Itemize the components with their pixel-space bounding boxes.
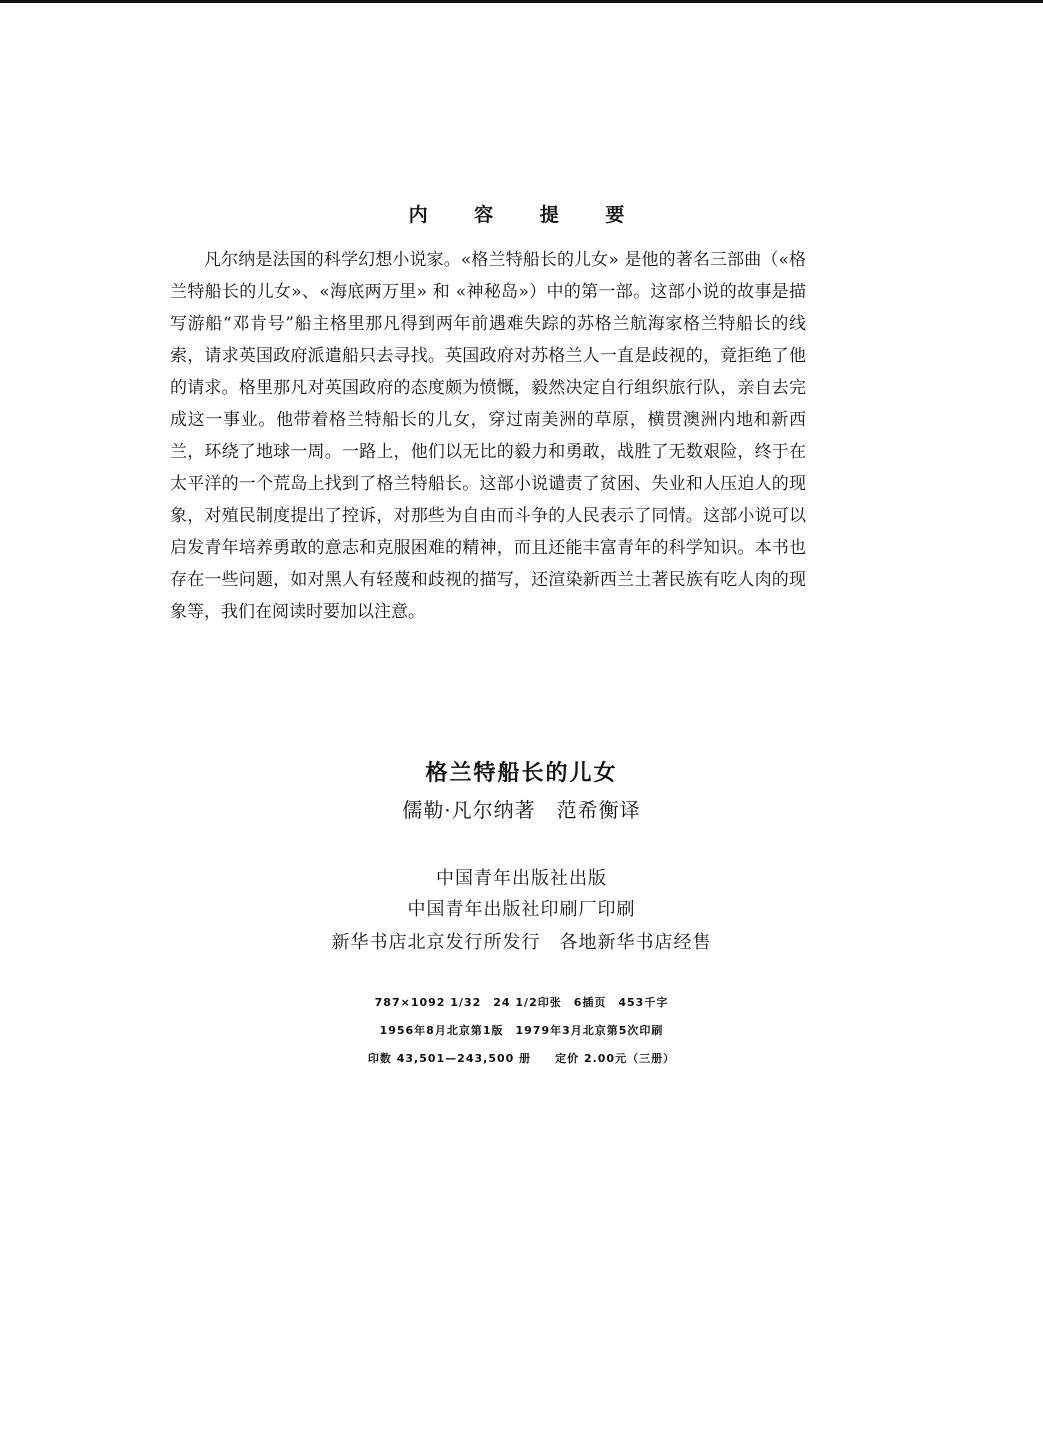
distributor-line: 新华书店北京发行所发行 各地新华书店经售 [331,932,712,953]
top-border-rule [0,0,1043,3]
summary-paragraph: 凡尔纳是法国的科学幻想小说家。«格兰特船长的儿女» 是他的著名三部曲（«格兰特船长的儿女»、«海底两万里» 和 «神秘岛»）中的第一部。这部小说的故事是描写游船“邓肯号”船主格里那凡得到两年前遇难失踪的苏格兰航海家格兰特船长的线索，请求英国政府派遣船只去寻找。英国政府对苏格兰人一直是歧视的，竟拒绝了他的请求。格里那凡对英国政府的态度颇为愤慨，毅然决定自行组织旅行队，亲自去完成这一事业。他带着格兰特船长的儿女，穿过南美洲的草原，横贯澳洲内地和新西兰，环绕了地球一周。一路上，他们以无比的毅力和勇敢，战胜了无数艰险，终于在太平洋的一个荒岛上找到了格兰特船长。这部小说谴责了贫困、失业和人压迫人的现象，对殖民制度提出了控诉，对那些为自由而斗争的人民表示了同情。这部小说可以启发青年培养勇敢的意志和克服困难的精神，而且还能丰富青年的科学知识。本书也存在一些问题，如对黑人有轻蔑和歧视的描写，还渲染新西兰土著民族有吃人肉的现象等，我们在阅读时要加以注意。 [170,250,806,622]
printer-line: 中国青年出版社印刷厂印刷 [407,899,636,920]
publisher-line: 中国青年出版社出版 [436,868,607,889]
print-run-price-line: 印数 43,501—243,500 册 定价 2.00元（三册） [367,1052,676,1065]
format-spec-line: 787×1092 1/32 24 1/2印张 6插页 453千字 [374,996,669,1009]
book-title: 格兰特船长的儿女 [425,761,618,786]
summary-heading: 内 容 提 要 [408,204,645,226]
author-translator-credit: 儒勒·凡尔纳著 范希衡译 [402,798,641,822]
edition-line: 1956年8月北京第1版 1979年3月北京第5次印刷 [379,1024,664,1037]
